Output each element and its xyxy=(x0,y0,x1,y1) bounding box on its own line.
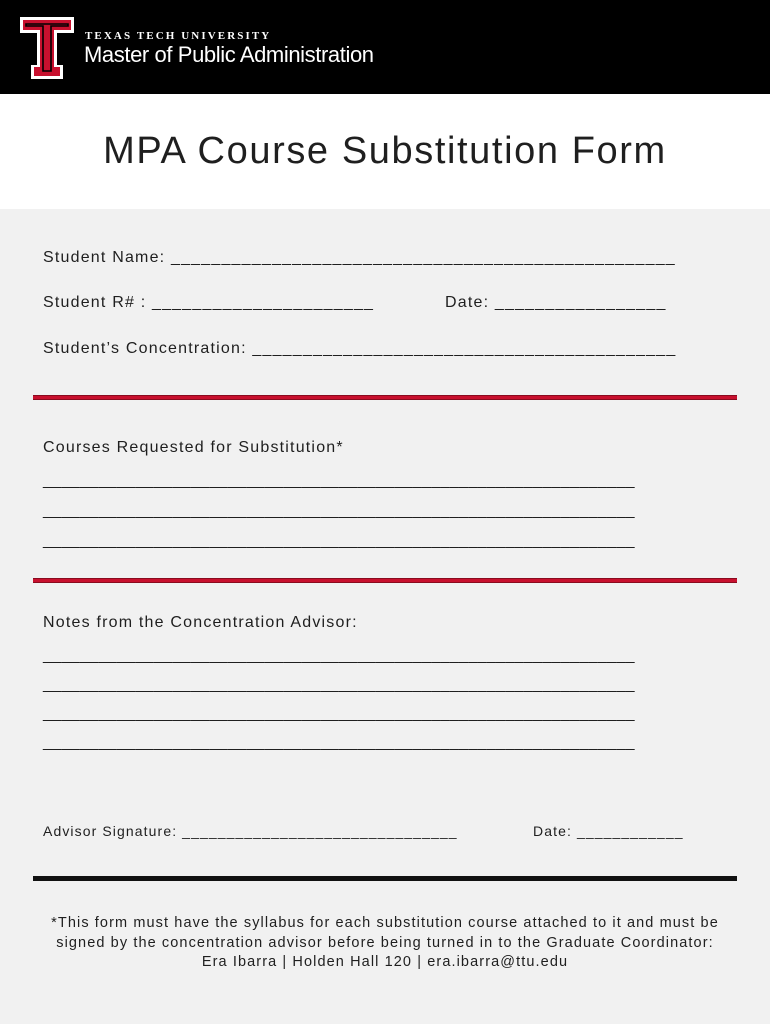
date-field-top[interactable]: Date: _________________ xyxy=(445,294,667,311)
student-r-number-field[interactable]: Student R# : ______________________ xyxy=(43,294,375,311)
double-t-logo-icon xyxy=(18,15,76,81)
page-title: MPA Course Substitution Form xyxy=(103,130,667,172)
notes-line[interactable]: ________________________________________________________________ xyxy=(43,705,635,722)
notes-line[interactable]: ________________________________________________________________ xyxy=(43,676,635,693)
footnote-line-1: *This form must have the syllabus for each substitution course attached to it and must be xyxy=(51,915,719,931)
notes-line[interactable]: ________________________________________________________________ xyxy=(43,734,635,751)
black-divider xyxy=(33,876,737,881)
red-divider-2 xyxy=(33,578,737,583)
footnote-line-2: signed by the concentration advisor before being turned in to the Graduate Coordinator: xyxy=(56,934,714,951)
date-field-bottom[interactable]: Date: ____________ xyxy=(533,823,684,839)
student-name-field[interactable]: Student Name: __________________________________________________ xyxy=(43,249,676,266)
courses-line[interactable]: ________________________________________________________________ xyxy=(43,532,635,549)
courses-line[interactable]: ________________________________________________________________ xyxy=(43,472,635,489)
footnote-contact: Era Ibarra | Holden Hall 120 | era.ibarra@ttu.edu xyxy=(201,954,569,970)
courses-line[interactable]: ________________________________________________________________ xyxy=(43,502,635,519)
notes-heading: Notes from the Concentration Advisor: xyxy=(43,614,358,631)
student-concentration-field[interactable]: Student’s Concentration: __________________________________________ xyxy=(43,340,677,357)
notes-line[interactable]: ________________________________________________________________ xyxy=(43,647,635,664)
university-name: TEXAS TECH UNIVERSITY xyxy=(85,30,272,42)
courses-heading: Courses Requested for Substitution* xyxy=(43,439,344,456)
program-name: Master of Public Administration xyxy=(84,42,374,67)
red-divider-1 xyxy=(33,395,737,400)
footnote xyxy=(20,914,750,973)
advisor-signature-field[interactable]: Advisor Signature: _______________________________ xyxy=(43,823,458,839)
